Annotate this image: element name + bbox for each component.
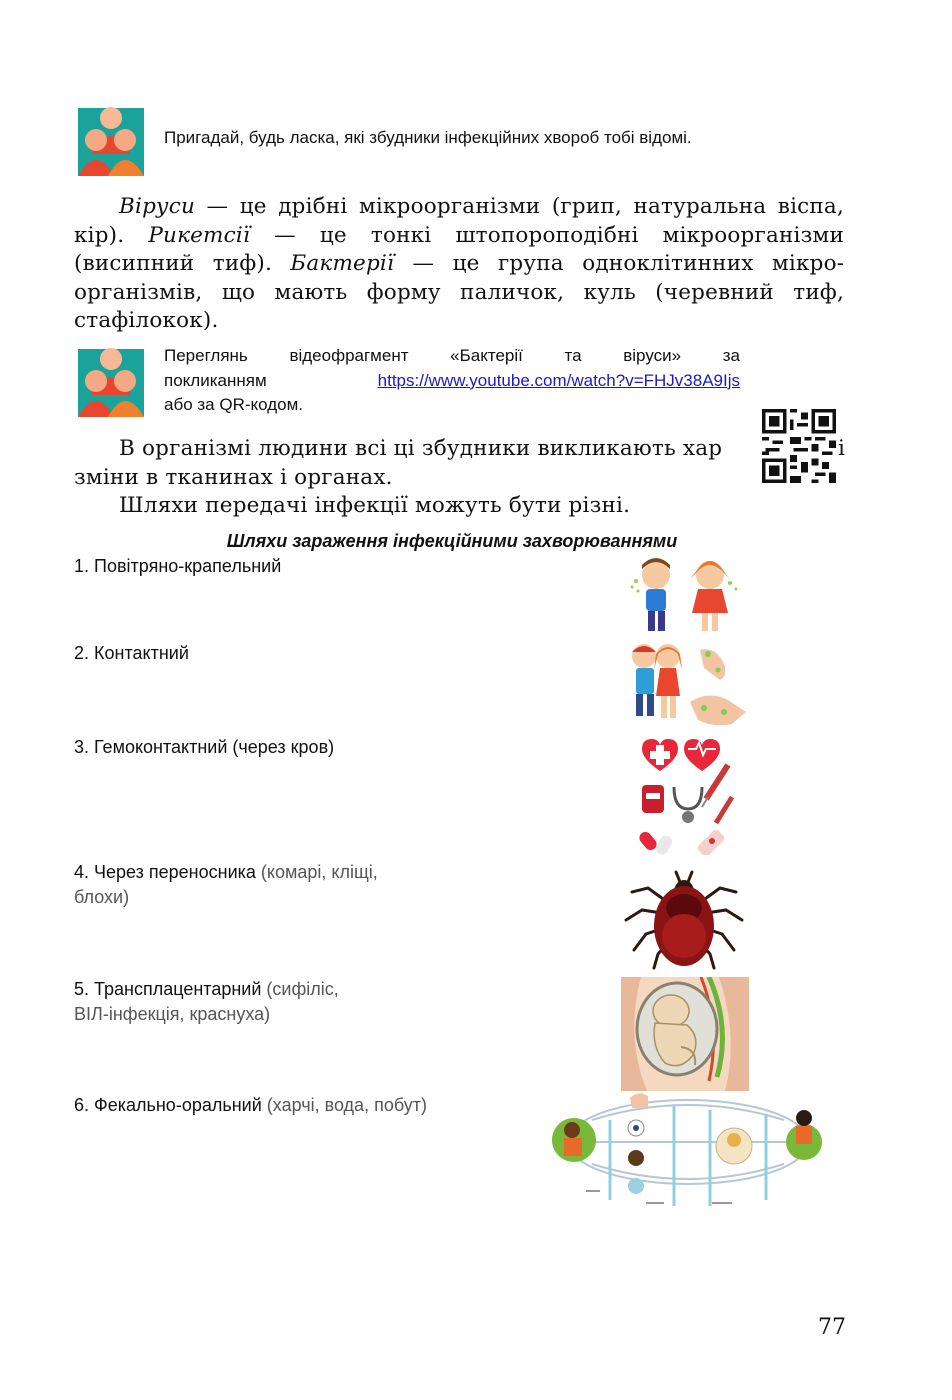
route-item-1 <box>74 554 281 579</box>
intro-paragraph <box>74 193 844 336</box>
body-line-1-start: В організмі людини всі ці збудники викликають хар <box>119 436 723 461</box>
route-label: 5. Трансплацентарний <box>74 979 262 999</box>
routes-heading: Шляхи зараження інфекційними захворюваннями <box>226 531 678 551</box>
route-label: 1. Повітряно-крапельний <box>74 556 282 576</box>
rickettsia-term: Рикетсії <box>148 222 251 248</box>
video-line-3: або за QR-кодом. <box>164 395 303 414</box>
route-item-4 <box>74 860 378 910</box>
group-people-icon <box>78 345 144 417</box>
recall-prompt: Пригадай, будь ласка, які збудники інфекційних хвороб тобі відомі. <box>164 128 692 147</box>
route-extra: (сифіліс, <box>261 979 339 999</box>
group-people-icon <box>78 104 144 176</box>
page-number: 77 <box>818 1315 846 1340</box>
body-line-2: зміни в тканинах і органах. <box>74 465 393 490</box>
route-extra-2: ВІЛ-інфекція, краснуха) <box>74 1004 271 1024</box>
qr-code-icon <box>762 409 836 483</box>
bacteria-term: Бактерії <box>290 251 395 276</box>
route-extra: (харчі, вода, побут) <box>261 1095 427 1115</box>
fecal-oral-diagram-icon <box>552 1090 822 1212</box>
video-line-1: Переглянь відеофрагмент «Бактерії та віруси» за <box>164 346 740 365</box>
video-line-2-prefix: покликанням <box>164 370 267 390</box>
blood-medical-icon <box>636 737 738 855</box>
video-instructions <box>164 344 740 418</box>
route-extra-2: блохи) <box>74 887 130 907</box>
body-line-1-end: і <box>838 436 846 461</box>
viruses-text: — це дрібні мікроорганізми (грип, натуральна віспа, кір). <box>74 194 844 248</box>
rickettsia-text: — це тонкі штопороподібні мікроорганізми (висипний тиф). <box>74 222 844 276</box>
route-item-3 <box>74 735 334 760</box>
bacteria-text: — це група одноклітинних мікроорганізмів, що мають форму паличок, куль (черевний тиф, стафілокок). <box>74 251 844 333</box>
fetus-icon <box>621 977 749 1091</box>
route-label: 4. Через переносника <box>74 862 256 882</box>
route-item-2 <box>74 641 189 666</box>
route-item-6 <box>74 1093 427 1118</box>
route-label: 6. Фекально-оральний <box>74 1095 262 1115</box>
route-label: 2. Контактний <box>74 643 189 663</box>
video-link[interactable]: https://www.youtube.com/watch?v=FHJv38A9Ijs <box>377 370 740 390</box>
sneezing-children-icon <box>626 555 744 637</box>
handshake-icon <box>624 640 748 732</box>
tick-icon <box>624 864 744 972</box>
body-line-3: Шляхи передачі інфекції можуть бути різні. <box>119 493 631 518</box>
viruses-term: Віруси <box>119 194 195 219</box>
route-label: 3. Гемоконтактний (через кров) <box>74 737 335 757</box>
body-line-1 <box>74 435 762 464</box>
route-extra: (комарі, кліщі, <box>255 862 378 882</box>
route-item-5 <box>74 977 339 1027</box>
